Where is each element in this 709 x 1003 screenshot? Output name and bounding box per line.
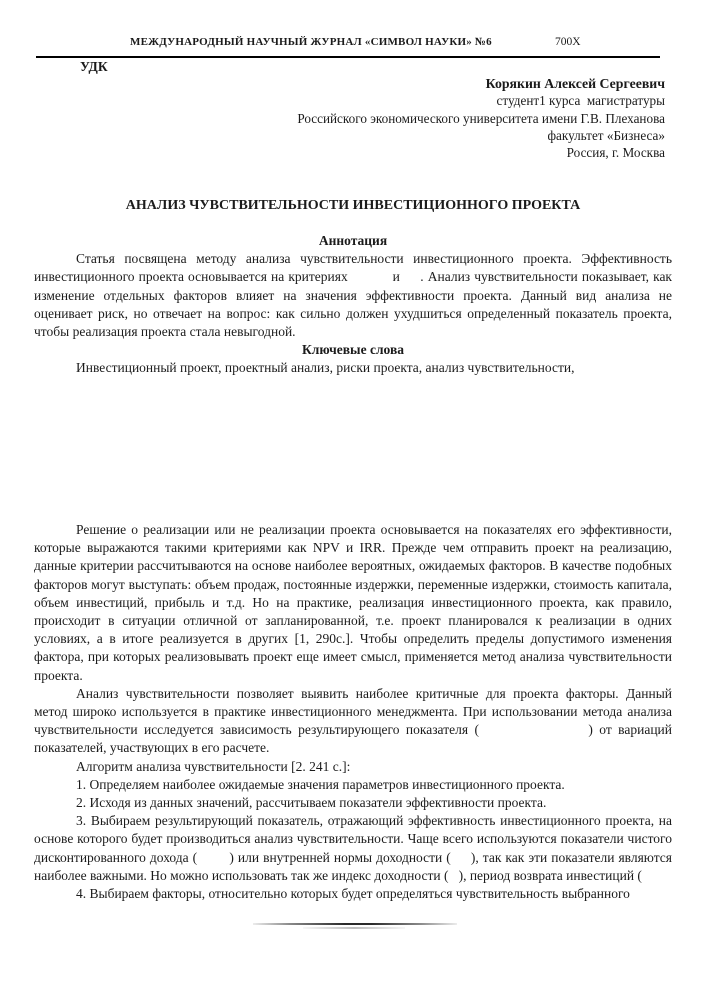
author-detail-line: факультет «Бизнеса» xyxy=(547,127,665,143)
journal-header-title: МЕЖДУНАРОДНЫЙ НАУЧНЫЙ ЖУРНАЛ «СИМВОЛ НАУКИ» №6 xyxy=(130,36,492,48)
author-name: Корякин Алексей Сергеевич xyxy=(485,76,665,91)
annotation-paragraph: Статья посвящена методу анализа чувствительности инвестиционного проекта. Эффективность инвестиционного проекта основывается на критериях и . Анализ чувствительности показывает, как изменение отдельных факторов влияет на значения эффективности проекта. Данный вид анализа не оценивает риск, но отвечает на вопрос: как сильно должен ухудшиться определенный показатель проекта, чтобы реализация проекта стала невыгодной. xyxy=(34,251,672,340)
author-detail-line: Российского экономического университета имени Г.В. Плеханова xyxy=(297,110,665,126)
body-paragraph: 1. Определяем наиболее ожидаемые значения параметров инвестиционного проекта. xyxy=(76,776,565,792)
article-body xyxy=(34,521,672,903)
body-paragraph: Решение о реализации или не реализации проекта основывается на показателях его эффективности, которые выражаются такими критериями как NPV и IRR. Прежде чем отправить проект на реализацию, данные критерии рассчитываются на основе наиболее вероятных, ожидаемых факторов. В качестве подобных факторов могут выступать: объем продаж, постоянные издержки, переменные издержки, стоимость капитала, объем инвестиций, прибыль и т.д. Но на практике, реализация инвестиционного проекта, как правило, происходит в ситуации отличной от запланированной, т.е. проект планировался к реализации в одних условиях, а в итоге реализуется в других [1, 290с.]. Чтобы определить пределы допустимого изменения фактора, при которых реализовывать проект еще имеет смысл, применяется метод анализа чувствительности проекта. xyxy=(34,522,672,683)
keywords-paragraph: Инвестиционный проект, проектный анализ, риски проекта, анализ чувствительности, xyxy=(76,360,575,376)
footnote-divider xyxy=(253,923,457,925)
annotation-heading: Аннотация xyxy=(318,233,388,248)
footnote-divider-shadow xyxy=(303,927,405,929)
header-rule xyxy=(36,56,660,58)
udk-label: УДК xyxy=(80,59,108,74)
author-detail-line: Россия, г. Москва xyxy=(566,145,665,161)
article-title: АНАЛИЗ ЧУВСТВИТЕЛЬНОСТИ ИНВЕСТИЦИОННОГО ПРОЕКТА xyxy=(125,198,581,213)
issue-code: 700X xyxy=(555,36,581,48)
author-detail-line: студент1 курса магистратуры xyxy=(496,93,665,109)
body-paragraph: 3. Выбираем результирующий показатель, отражающий эффективность инвестиционного проекта, на основе которого будет производиться анализ чувствительности. Чаще всего используются показатели чистого дисконтированного дохода ( ) или внутренней нормы доходности ( ), так как эти показатели являются наиболее важными. Но можно использовать так же индекс доходности ( ), период возврата инвестиций ( xyxy=(34,813,672,883)
body-paragraph: 2. Исходя из данных значений, рассчитываем показатели эффективности проекта. xyxy=(76,795,547,811)
keywords-heading: Ключевые слова xyxy=(302,342,404,358)
author-block xyxy=(297,75,665,161)
body-paragraph: Алгоритм анализа чувствительности [2. 241 с.]: xyxy=(76,758,351,774)
annotation-section xyxy=(34,232,672,378)
body-paragraph: Анализ чувствительности позволяет выявить наиболее критичные для проекта факторы. Данный метод широко используется в практике инвестиционного менеджмента. При использовании метода анализа чувствительности исследуется зависимость результирующего показателя ( ) от вариаций показателей, участвующих в его расчете. xyxy=(34,685,672,756)
body-paragraph: 4. Выбираем факторы, относительно которых будет определяться чувствительность выбранного xyxy=(76,886,630,902)
